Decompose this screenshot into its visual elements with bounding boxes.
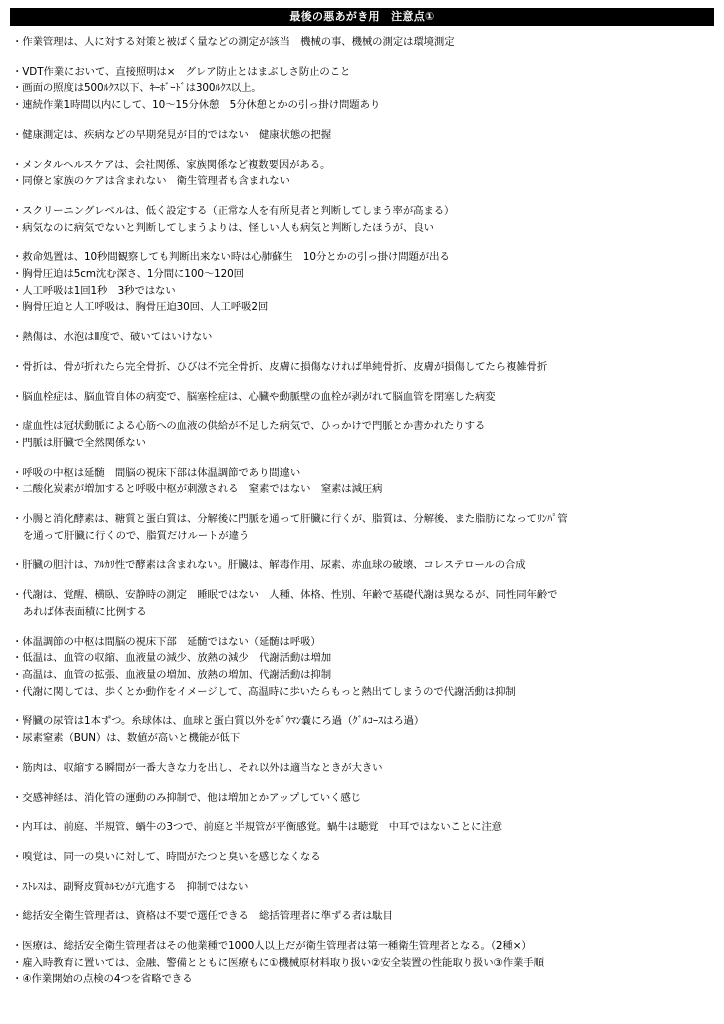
note-item: ・雇入時教育に置いては、金融、警備とともに医療もに①機械原材料取り扱い②安全装置の性能取り扱い③作業手順 xyxy=(12,956,544,969)
note-item: ・尿素窒素（BUN）は、数値が高いと機能が低下 xyxy=(12,732,241,745)
note-group xyxy=(12,557,712,574)
note-group xyxy=(12,389,712,406)
note-item: ・代謝は、覚醒、横臥、安静時の測定 睡眠ではない 人種、体格、性別、年齢で基礎代謝は異なるが、同性同年齢で xyxy=(12,589,558,602)
note-item: ・メンタルヘルスケアは、会社関係、家族関係など複数要因がある。 xyxy=(12,158,331,171)
note-item: ・呼吸の中枢は延髄 間脳の視床下部は体温調節であり間違い xyxy=(12,466,301,479)
note-item: ・健康測定は、疾病などの早期発見が目的ではない 健康状態の把握 xyxy=(12,128,332,141)
note-item: ・嗅覚は、同一の臭いに対して、時間がたつと臭いを感じなくなる xyxy=(12,850,321,863)
note-item: ・肝臓の胆汁は、ｱﾙｶﾘ性で酵素は含まれない。肝臓は、解毒作用、尿素、赤血球の破壊、コレステロールの合成 xyxy=(12,559,526,572)
note-group xyxy=(12,587,712,620)
note-item: ・VDT作業において、直接照明は× グレア防止とはまぶしさ防止のこと xyxy=(12,65,351,78)
note-item: ・小腸と消化酵素は、糖質と蛋白質は、分解後に門脈を通って肝臓に行くが、脂質は、分解後、また脂肪になってﾘﾝﾊﾟ管 xyxy=(12,513,568,526)
note-item: ・作業管理は、人に対する対策と被ばく量などの測定が該当 機械の事、機械の測定は環境測定 xyxy=(12,36,455,48)
note-item: ・二酸化炭素が増加すると呼吸中枢が刺激される 窒素ではない 窒素は減圧病 xyxy=(12,483,383,496)
note-item: ・救命処置は、10秒間観察しても判断出来ない時は心肺蘇生 10分とかの引っ掛け問題が出る xyxy=(12,251,450,264)
note-item: ・胸骨圧迫と人工呼吸は、胸骨圧迫30回、人工呼吸2回 xyxy=(12,301,269,314)
note-group xyxy=(12,790,712,807)
note-item: ・総括安全衛生管理者は、資格は不要で選任できる 総括管理者に準ずる者は駄目 xyxy=(12,910,393,923)
note-item: ・筋肉は、収縮する瞬間が一番大きな力を出し、それ以外は適当なときが大きい xyxy=(12,761,383,774)
note-item: ・体温調節の中枢は間脳の視床下部 延髄ではない（延髄は呼吸） xyxy=(12,635,321,648)
note-group xyxy=(12,465,712,498)
note-item: ・交感神経は、消化管の運動のみ抑制で、他は増加とかアップしていく感じ xyxy=(12,791,361,804)
note-item: ・熱傷は、水泡はⅡ度で、破いてはいけない xyxy=(12,331,213,344)
note-group xyxy=(12,713,712,746)
note-group xyxy=(12,511,712,544)
note-item: ・同僚と家族のケアは含まれない 衛生管理者も含まれない xyxy=(12,175,290,188)
note-item: ・門脈は肝臓で全然関係ない xyxy=(12,436,146,449)
note-group xyxy=(12,359,712,376)
note-item: ・病気なのに病気でないと判断してしまうよりは、怪しい人も病気と判断したほうが、良い xyxy=(12,221,434,234)
note-group xyxy=(12,819,712,836)
note-group xyxy=(12,849,712,866)
note-group xyxy=(12,938,712,988)
note-item: ・医療は、総括安全衛生管理者はその他業種で1000人以上だが衛生管理者は第一種衛生管理者となる。（2種×） xyxy=(12,940,532,953)
note-item: ・脳血栓症は、脳血管自体の病変で、脳塞栓症は、心臓や動脈壁の血栓が剥がれて脳血管を閉塞した病変 xyxy=(12,390,496,403)
note-item: ・内耳は、前庭、半規管、蝸牛の3つで、前庭と半規管が平衡感覚。蝸牛は聴覚 中耳ではないことに注意 xyxy=(12,821,502,834)
note-item: ・人工呼吸は1回1秒 3秒ではない xyxy=(12,284,176,297)
note-group xyxy=(12,249,712,316)
note-group xyxy=(12,157,712,190)
note-item: ・ｽﾄﾚｽは、副腎皮質ﾎﾙﾓﾝが亢進する 抑制ではない xyxy=(12,880,249,893)
notes-list xyxy=(12,34,712,988)
note-group xyxy=(12,127,712,144)
note-group xyxy=(12,418,712,451)
note-item: ・胸骨圧迫は5cm沈む深さ、1分間に100～120回 xyxy=(12,268,244,281)
note-item: ・高温は、血管の拡張、血液量の増加、放熱の増加、代謝活動は抑制 xyxy=(12,668,332,681)
note-group xyxy=(12,34,712,51)
note-item: ・④作業開始の点検の4つを省略できる xyxy=(12,973,193,986)
note-continuation: を通って肝臓に行くので、脂質だけルートが違う xyxy=(23,529,250,542)
note-item: ・虚血性は冠状動脈による心筋への血液の供給が不足した病気で、ひっかけで門脈とか書かれたりする xyxy=(12,420,486,433)
note-group xyxy=(12,329,712,346)
note-item: ・骨折は、骨が折れたら完全骨折、ひびは不完全骨折、皮膚に損傷なければ単純骨折、皮膚が損傷してたら複雑骨折 xyxy=(12,360,548,373)
page-title: 最後の悪あがき用 注意点① xyxy=(10,8,714,26)
note-group xyxy=(12,64,712,114)
note-item: ・低温は、血管の収縮、血液量の減少、放熱の減少 代謝活動は増加 xyxy=(12,652,332,665)
note-group xyxy=(12,908,712,925)
note-group xyxy=(12,634,712,701)
note-item: ・代謝に関しては、歩くとか動作をイメージして、高温時に歩いたらもっと熱出てしまうので代謝活動は抑制 xyxy=(12,685,516,698)
note-continuation: あれば体表面積に比例する xyxy=(23,605,147,618)
note-item: ・スクリーニングレベルは、低く設定する（正常な人を有所見者と判断してしまう率が高まる） xyxy=(12,204,455,217)
note-item: ・連続作業1時間以内にして、10～15分休憩 5分休憩とかの引っ掛け問題あり xyxy=(12,99,381,112)
note-group xyxy=(12,760,712,777)
note-group xyxy=(12,203,712,236)
note-item: ・画面の照度は500ﾙｸｽ以下、ｷｰﾎﾞｰﾄﾞは300ﾙｸｽ以上。 xyxy=(12,82,262,95)
note-item: ・腎臓の尿管は1本ずつ。糸球体は、血球と蛋白質以外をﾎﾞｳﾏﾝ嚢にろ過（ｸﾞﾙｺｰｽはろ過） xyxy=(12,715,425,728)
note-group xyxy=(12,879,712,896)
